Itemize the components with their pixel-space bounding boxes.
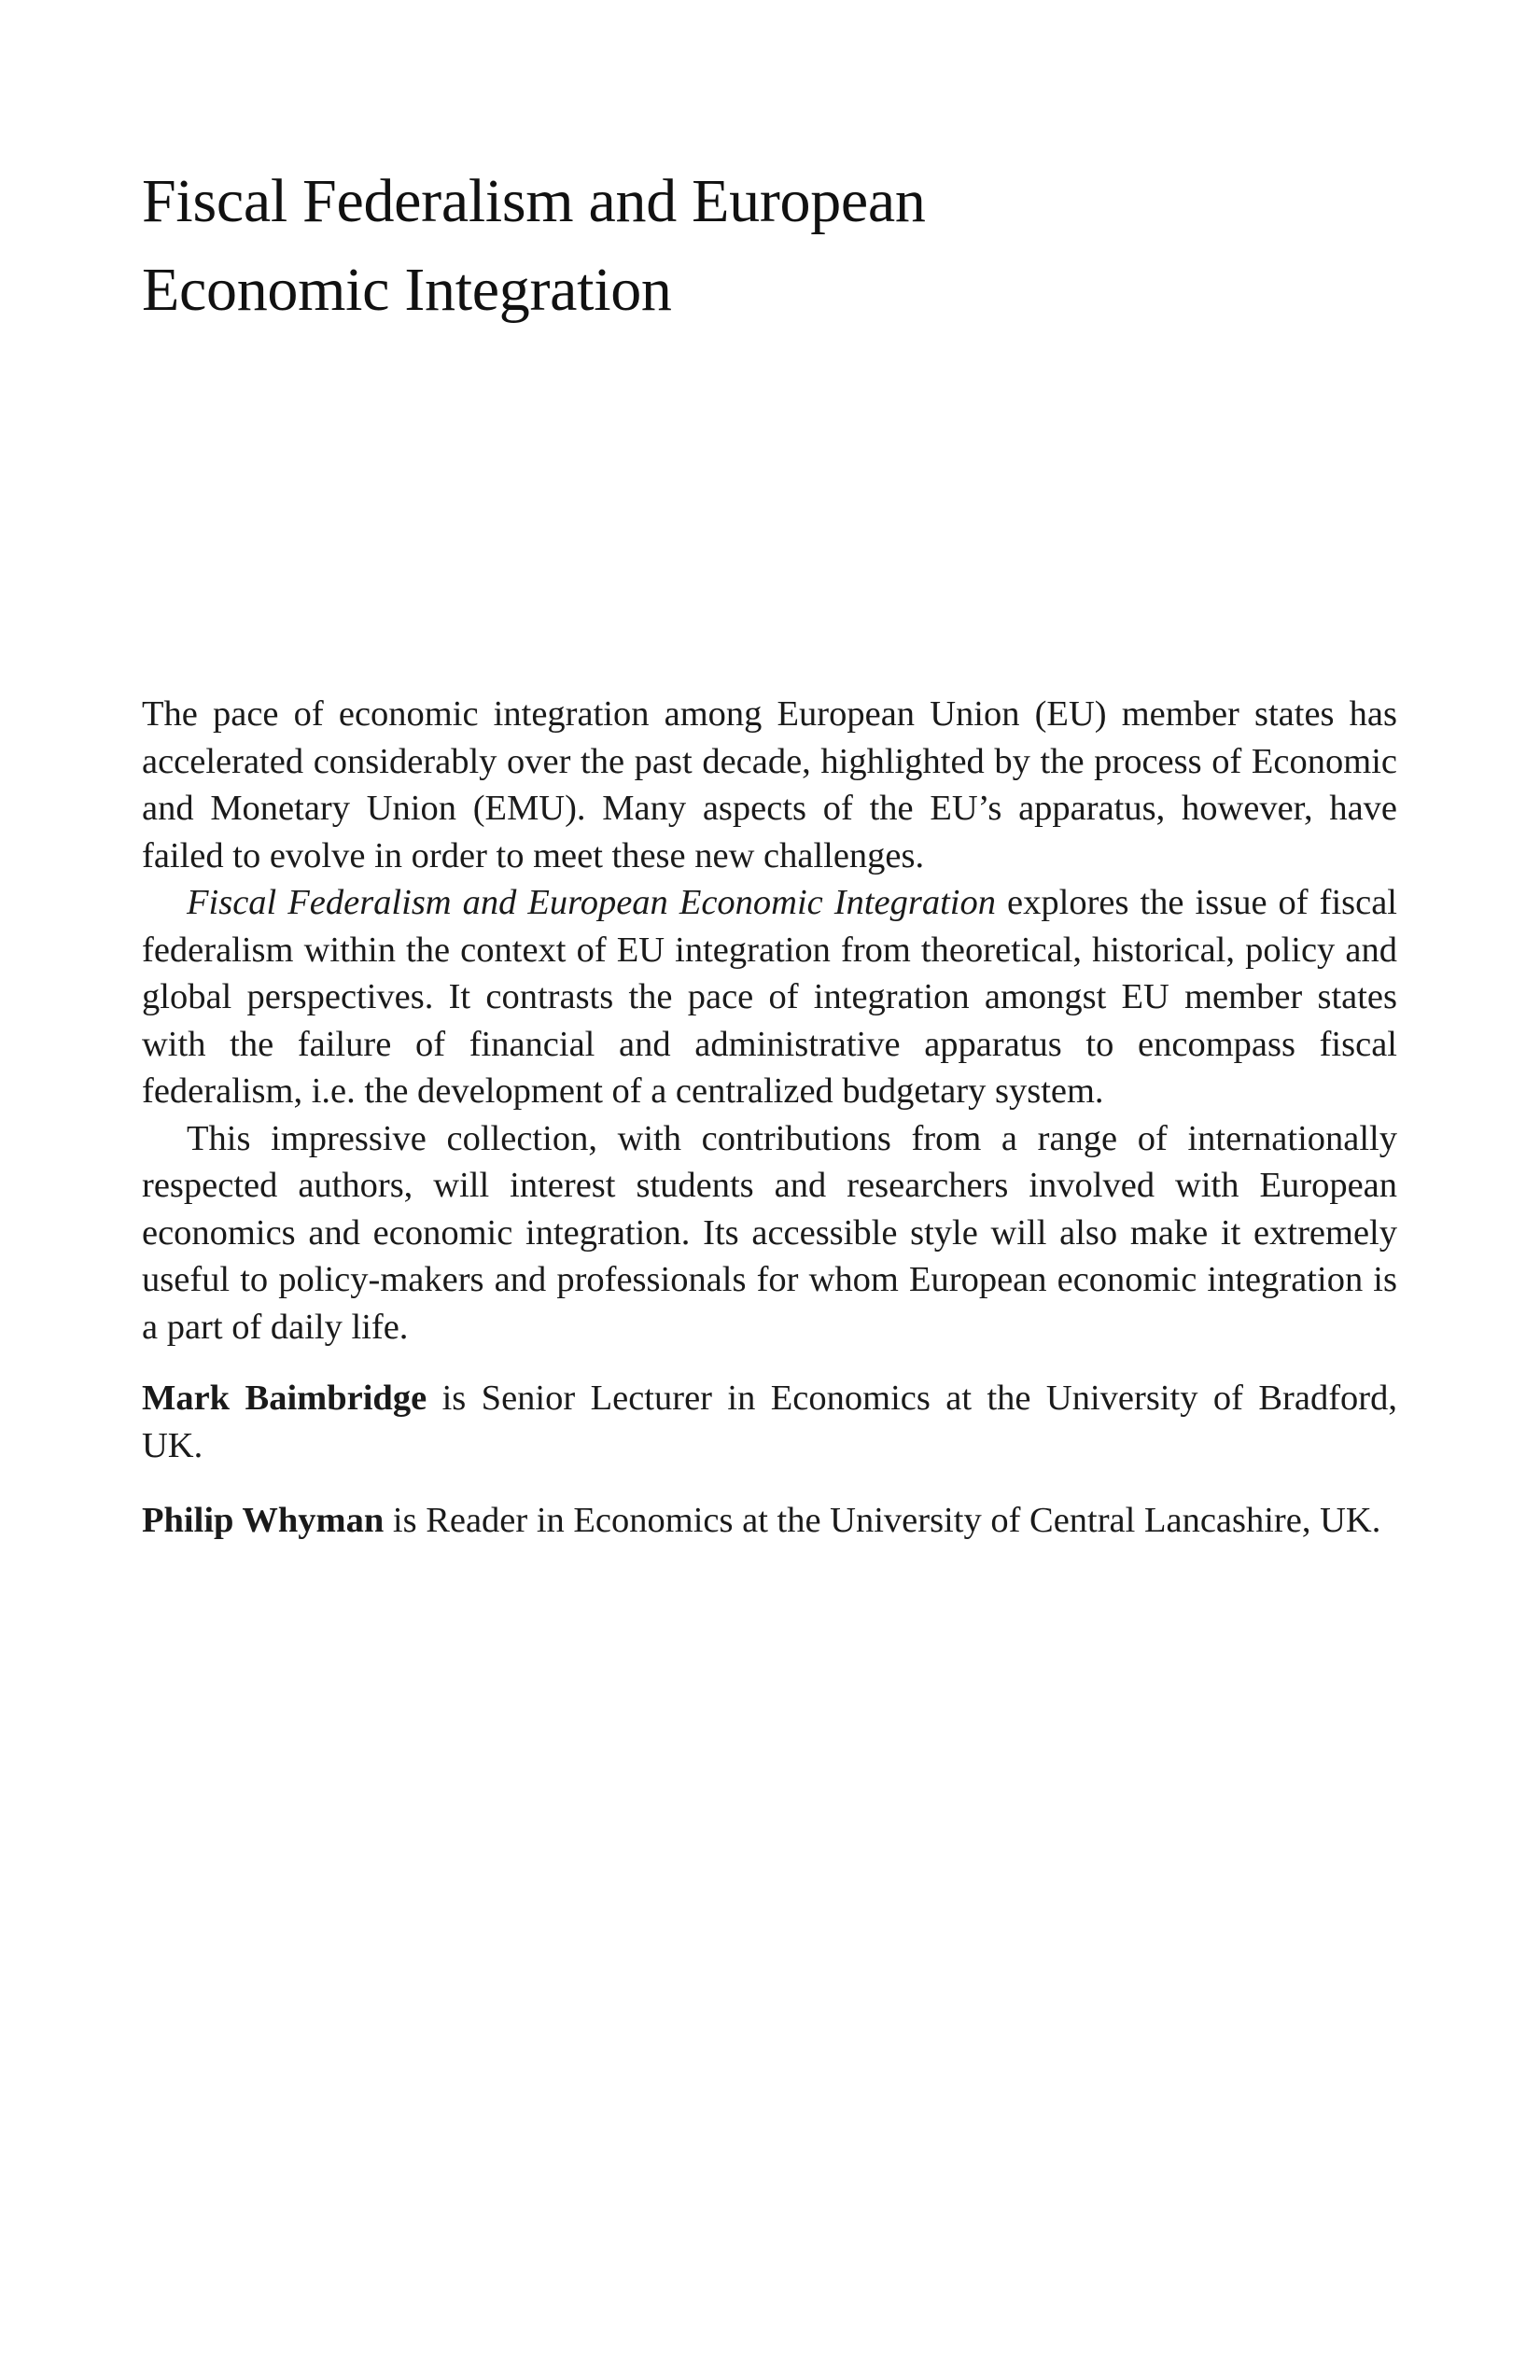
author-name-2: Philip Whyman	[142, 1501, 385, 1540]
description-paragraph-2	[142, 879, 1397, 1115]
book-title	[142, 157, 1402, 334]
author-bio-2	[142, 1497, 1397, 1545]
author-bio-text-1: is Senior Lecturer in Economics at the University of Bradford, UK.	[142, 1379, 1397, 1465]
description-paragraph-2-text: explores the issue of fiscal federalism within the context of EU integration from theoretical, historical, policy and global perspectives. It contrasts the pace of integration amongst EU member states with the failure of financial and administrative apparatus to encompass fiscal federalism, i.e. the development of a centralized budgetary system.	[142, 883, 1398, 1111]
description-paragraph-3: This impressive collection, with contributions from a range of internationally respected authors, will interest students and researchers involved with European economics and economic integration. Its accessible style will also make it extremely useful to policy-makers and professionals for whom European economic integration is a part of daily life.	[142, 1118, 1397, 1347]
author-bio-1	[142, 1375, 1397, 1469]
book-title-italic: Fiscal Federalism and European Economic Integration	[187, 883, 997, 922]
blurb	[142, 691, 1397, 1545]
book-title-line-2: Economic Integration	[142, 256, 672, 324]
author-name-1: Mark Baimbridge	[142, 1379, 427, 1418]
book-title-line-1: Fiscal Federalism and European	[142, 167, 926, 235]
author-bio-text-2: is Reader in Economics at the University of Central Lancashire, UK.	[384, 1501, 1381, 1540]
description-paragraph-1: The pace of economic integration among European Union (EU) member states has accelerated considerably over the past decade, highlighted by the process of Economic and Monetary Union (EMU). Many aspects of the EU’s apparatus, however, have failed to evolve in order to meet these new challenges.	[142, 694, 1397, 875]
